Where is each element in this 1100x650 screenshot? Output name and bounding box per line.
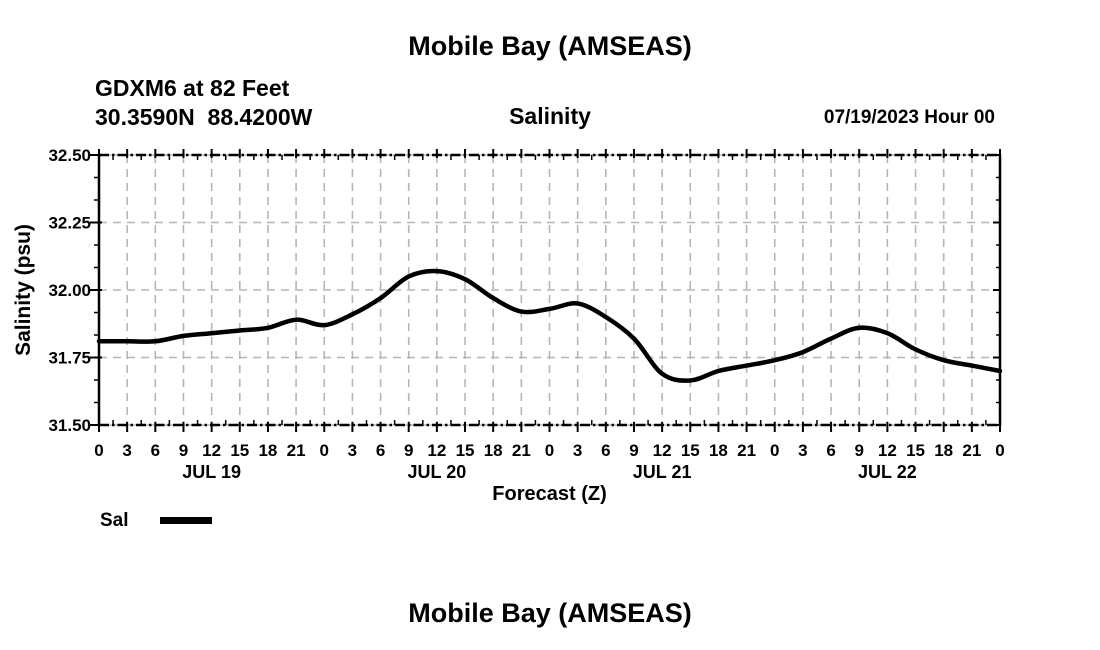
y-tick-labels — [48, 146, 91, 435]
svg-text:18: 18 — [708, 441, 728, 460]
svg-text:21: 21 — [737, 441, 757, 460]
svg-text:21: 21 — [286, 441, 306, 460]
svg-text:9: 9 — [178, 441, 189, 460]
svg-text:9: 9 — [629, 441, 639, 460]
svg-text:JUL 20: JUL 20 — [407, 462, 467, 482]
svg-text:31.50: 31.50 — [48, 416, 91, 435]
svg-text:6: 6 — [826, 441, 836, 460]
svg-text:12: 12 — [652, 441, 672, 460]
svg-text:6: 6 — [601, 441, 611, 460]
station-name: GDXM6 at 82 Feet — [95, 75, 290, 101]
svg-text:32.00: 32.00 — [48, 281, 91, 300]
svg-text:15: 15 — [455, 441, 475, 460]
svg-text:9: 9 — [403, 441, 414, 460]
svg-text:15: 15 — [906, 441, 925, 460]
svg-text:15: 15 — [680, 441, 700, 460]
svg-text:12: 12 — [427, 441, 447, 460]
svg-text:21: 21 — [962, 441, 982, 460]
svg-text:0: 0 — [94, 441, 104, 460]
svg-text:0: 0 — [544, 441, 555, 460]
svg-text:18: 18 — [934, 441, 954, 460]
svg-text:3: 3 — [122, 441, 132, 460]
svg-text:18: 18 — [483, 441, 503, 460]
day-labels — [182, 462, 916, 482]
x-axis-title — [492, 483, 606, 505]
svg-text:0: 0 — [770, 441, 780, 460]
svg-text:21: 21 — [511, 441, 531, 460]
forecast-run-datetime: 07/19/2023 Hour 00 — [823, 107, 995, 128]
svg-text:JUL 19: JUL 19 — [182, 462, 241, 482]
svg-text:0: 0 — [319, 441, 329, 460]
svg-text:31.75: 31.75 — [48, 348, 91, 368]
svg-text:0: 0 — [995, 441, 1005, 460]
legend-label: Sal — [100, 510, 129, 531]
x-tick-labels — [94, 441, 1004, 460]
y-axis-title — [12, 224, 35, 356]
svg-text:Forecast (Z): Forecast (Z) — [492, 483, 607, 505]
svg-text:JUL 21: JUL 21 — [632, 462, 692, 482]
svg-text:32.25: 32.25 — [48, 213, 91, 233]
svg-text:12: 12 — [202, 441, 222, 460]
svg-text:3: 3 — [572, 441, 583, 460]
svg-text:6: 6 — [150, 441, 161, 460]
grid-lines — [99, 155, 1000, 425]
legend-line-swatch — [160, 517, 212, 524]
svg-text:JUL 22: JUL 22 — [858, 462, 917, 482]
chart-title: Salinity — [509, 103, 591, 129]
svg-text:3: 3 — [798, 441, 808, 460]
svg-text:Salinity (psu): Salinity (psu) — [12, 224, 35, 356]
station-coordinates: 30.3590N 88.4200W — [95, 104, 313, 130]
svg-text:12: 12 — [877, 441, 897, 460]
next-page-title: Mobile Bay (AMSEAS) — [408, 598, 692, 628]
svg-text:18: 18 — [258, 441, 278, 460]
svg-text:15: 15 — [230, 441, 250, 460]
svg-text:9: 9 — [854, 441, 864, 460]
svg-text:6: 6 — [375, 441, 386, 460]
svg-text:32.50: 32.50 — [48, 146, 91, 165]
svg-text:3: 3 — [347, 441, 358, 460]
page-title: Mobile Bay (AMSEAS) — [408, 31, 692, 61]
